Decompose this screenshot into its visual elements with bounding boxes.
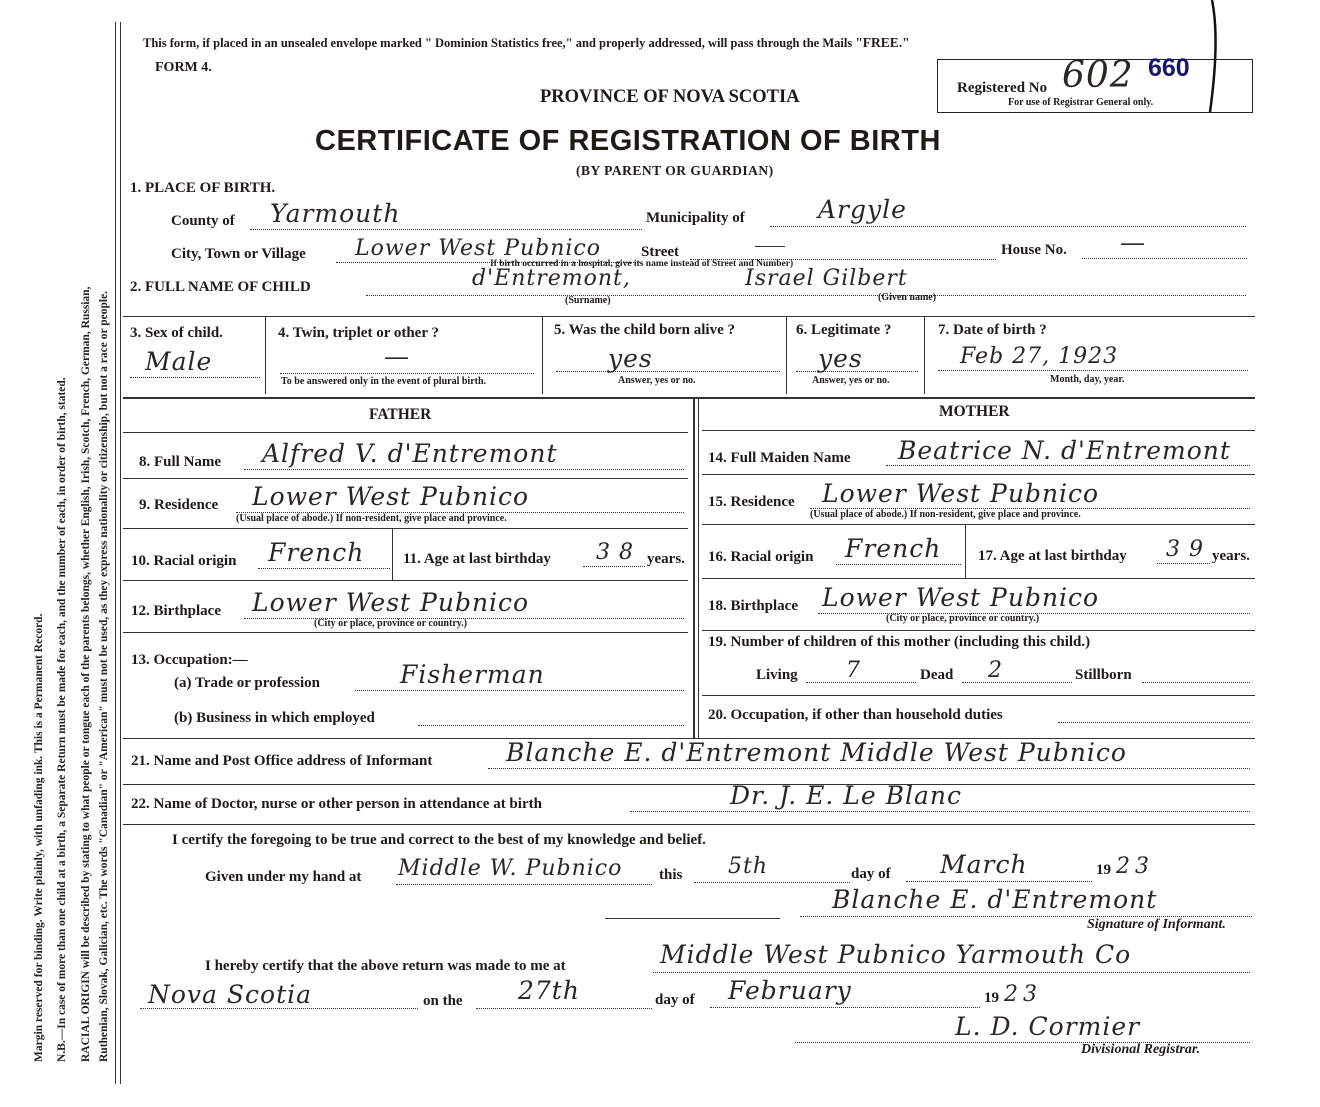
mother-age-line bbox=[1157, 563, 1210, 564]
father-trade-value: Fisherman bbox=[400, 660, 545, 689]
form-number: FORM 4. bbox=[155, 60, 212, 75]
cert-year-prefix: 19 bbox=[1096, 862, 1111, 878]
doctor-line bbox=[630, 811, 1250, 812]
mother-years-label: years. bbox=[1212, 548, 1250, 564]
father-race-line bbox=[258, 568, 390, 569]
father-birthplace-label: 12. Birthplace bbox=[131, 603, 221, 619]
dead-value: 2 bbox=[988, 658, 1003, 683]
child-given-name: Israel Gilbert bbox=[745, 266, 908, 291]
registrar-place-value: Middle West Pubnico Yarmouth Co bbox=[660, 940, 1132, 969]
father-name-line bbox=[244, 469, 684, 470]
given-caption: (Given name) bbox=[878, 292, 937, 303]
mother-birthplace-value: Lower West Pubnico bbox=[822, 583, 1100, 612]
father-race-value: French bbox=[268, 538, 365, 567]
place-of-birth-label: 1. PLACE OF BIRTH. bbox=[130, 180, 276, 196]
house-value: — bbox=[1120, 228, 1146, 257]
living-line bbox=[806, 682, 916, 683]
municipality-line bbox=[770, 226, 1246, 227]
mother-name-label: 14. Full Maiden Name bbox=[708, 450, 851, 466]
father-age-label: 11. Age at last birthday bbox=[403, 551, 551, 567]
city-value: Lower West Pubnico bbox=[355, 236, 602, 261]
mail-notice: This form, if placed in an unsealed envelope marked " Dominion Statistics free," and properly addressed, will pass through the Mails "FREE." bbox=[143, 35, 910, 50]
father-race-label: 10. Racial origin bbox=[131, 553, 237, 569]
row3-top-rule bbox=[123, 316, 1255, 317]
father-trade-label: (a) Trade or profession bbox=[174, 675, 320, 691]
mother-birthplace-label: 18. Birthplace bbox=[708, 598, 798, 614]
mother-race-label: 16. Racial origin bbox=[708, 549, 814, 565]
twin-line bbox=[280, 373, 534, 374]
mother-children-label: 19. Number of children of this mother (including this child.) bbox=[708, 634, 1091, 650]
given-place-value: Middle W. Pubnico bbox=[398, 856, 623, 881]
alive-value: yes bbox=[608, 344, 653, 373]
row-rule bbox=[123, 824, 1255, 825]
row-rule bbox=[702, 630, 1255, 631]
mother-age-label: 17. Age at last birthday bbox=[978, 548, 1127, 564]
alive-line bbox=[556, 371, 780, 372]
municipality-value: Argyle bbox=[818, 195, 907, 224]
province-title: PROVINCE OF NOVA SCOTIA bbox=[540, 87, 800, 107]
living-label: Living bbox=[756, 667, 798, 683]
row-rule bbox=[702, 524, 1255, 525]
margin-note-3: RACIAL ORIGIN will be described by stating to what people or tongue each of the parents belongs, whether English, Irish, Scotch, French, German, Russian, bbox=[80, 286, 92, 1062]
father-business-label: (b) Business in which employed bbox=[174, 710, 375, 726]
legitimate-label: 6. Legitimate ? bbox=[796, 322, 892, 338]
mother-heading: MOTHER bbox=[939, 403, 1010, 420]
living-value: 7 bbox=[846, 658, 861, 683]
child-name-line bbox=[366, 295, 1246, 296]
stillborn-label: Stillborn bbox=[1075, 667, 1132, 683]
mother-age-value: 39 bbox=[1166, 537, 1212, 562]
twin-value: — bbox=[384, 342, 410, 371]
certificate-title: CERTIFICATE OF REGISTRATION OF BIRTH bbox=[315, 125, 941, 157]
mother-name-value: Beatrice N. d'Entremont bbox=[898, 436, 1231, 465]
alive-label: 5. Was the child born alive ? bbox=[554, 322, 735, 338]
house-label: House No. bbox=[1001, 242, 1067, 258]
city-label: City, Town or Village bbox=[171, 246, 306, 262]
cert-day-value: 5th bbox=[728, 854, 769, 879]
registered-label: Registered No bbox=[957, 80, 1048, 96]
stillborn-line bbox=[1142, 682, 1250, 683]
doctor-label: 22. Name of Doctor, nurse or other person in attendance at birth bbox=[131, 796, 542, 812]
row-rule bbox=[702, 695, 1255, 696]
cert-year-value: 23 bbox=[1116, 854, 1154, 879]
center-divider bbox=[698, 398, 699, 738]
this-label: this bbox=[659, 867, 683, 883]
registrar-signature: L. D. Cormier bbox=[955, 1012, 1141, 1041]
father-residence-note: (Usual place of abode.) If non-resident, give place and province. bbox=[236, 513, 507, 524]
margin-note-2: N.B.—In case of more than one child at a birth, a Separate Return must be made for each, and the number of each, in order of birth, stated. bbox=[56, 377, 68, 1062]
informant-line bbox=[488, 768, 1250, 769]
mother-residence-value: Lower West Pubnico bbox=[822, 479, 1100, 508]
twin-note: To be answered only in the event of plural birth. bbox=[281, 376, 487, 387]
given-place-line bbox=[396, 884, 652, 885]
row-rule bbox=[123, 784, 1255, 785]
registrar-month-value: February bbox=[728, 976, 852, 1005]
age-divider bbox=[965, 524, 966, 578]
mother-race-value: French bbox=[845, 534, 942, 563]
municipality-label: Municipality of bbox=[646, 210, 745, 226]
house-line bbox=[1082, 258, 1247, 259]
margin-note-1: Margin reserved for binding. Write plainly, with unfading ink. This is a Permanent Record. bbox=[33, 613, 45, 1062]
cert-month-value: March bbox=[940, 850, 1028, 879]
cert-day-of-label: day of bbox=[851, 866, 891, 882]
margin-note-4: Ruthenian, Slovak, Galician, etc. The words "Canadian" or "American" must not be used, as they express nationality or citizenship, but not a race or people. bbox=[98, 290, 110, 1062]
margin-rule bbox=[115, 22, 116, 1084]
county-line bbox=[250, 229, 642, 230]
mother-birthplace-note: (City or place, province or country.) bbox=[886, 613, 1040, 624]
father-age-line bbox=[583, 566, 645, 567]
row3-divider bbox=[786, 316, 787, 394]
father-name-label: 8. Full Name bbox=[139, 454, 222, 470]
county-label: County of bbox=[171, 213, 235, 229]
margin-rule bbox=[120, 22, 121, 1084]
registered-stamp: 660 bbox=[1148, 54, 1190, 82]
registrar-place2-value: Nova Scotia bbox=[148, 980, 313, 1009]
legitimate-value: yes bbox=[818, 344, 863, 373]
informant-value: Blanche E. d'Entremont Middle West Pubnico bbox=[506, 738, 1127, 767]
row-rule bbox=[123, 432, 688, 433]
registered-number-handwritten: 602 bbox=[1062, 55, 1134, 96]
father-residence-label: 9. Residence bbox=[139, 497, 219, 513]
doctor-value: Dr. J. E. Le Blanc bbox=[730, 781, 962, 810]
registrar-day-value: 27th bbox=[518, 976, 580, 1005]
certify-statement: I certify the foregoing to be true and correct to the best of my knowledge and belief. bbox=[172, 832, 706, 848]
informant-signature-caption: Signature of Informant. bbox=[1087, 917, 1226, 932]
registrar-statement: I hereby certify that the above return was made to me at bbox=[205, 958, 566, 974]
registrar-day-of-label: day of bbox=[655, 992, 695, 1008]
father-business-line bbox=[418, 725, 684, 726]
informant-label: 21. Name and Post Office address of Informant bbox=[131, 753, 433, 769]
center-divider bbox=[693, 398, 695, 738]
hospital-note: If birth occurred in a hospital, give its name instead of Street and Number) bbox=[490, 259, 794, 269]
sex-label: 3. Sex of child. bbox=[130, 325, 223, 341]
alive-note: Answer, yes or no. bbox=[618, 375, 696, 386]
mother-occupation-line bbox=[1058, 722, 1250, 723]
county-value: Yarmouth bbox=[270, 199, 401, 228]
street-dash bbox=[755, 246, 785, 247]
registrar-signature-caption: Divisional Registrar. bbox=[1081, 1042, 1201, 1057]
given-under-label: Given under my hand at bbox=[205, 869, 362, 885]
sex-value: Male bbox=[145, 347, 213, 376]
dob-line bbox=[938, 370, 1248, 371]
mother-residence-label: 15. Residence bbox=[708, 494, 795, 510]
father-age-value: 38 bbox=[596, 540, 642, 565]
registered-note: For use of Registrar General only. bbox=[1008, 97, 1154, 108]
registrar-year-value: 23 bbox=[1004, 982, 1042, 1007]
father-heading: FATHER bbox=[369, 406, 432, 423]
row-rule bbox=[702, 430, 1255, 431]
mother-name-line bbox=[886, 465, 1250, 466]
dead-line bbox=[962, 682, 1072, 683]
dob-note: Month, day, year. bbox=[1050, 374, 1125, 385]
row-rule bbox=[123, 528, 688, 529]
registrar-place-line bbox=[653, 972, 1250, 973]
father-trade-line bbox=[355, 690, 684, 691]
child-surname: d'Entremont, bbox=[472, 266, 631, 291]
registrar-day-line bbox=[476, 1008, 652, 1009]
certificate-subtitle: (BY PARENT OR GUARDIAN) bbox=[576, 163, 774, 178]
father-birthplace-value: Lower West Pubnico bbox=[252, 588, 530, 617]
age-divider bbox=[392, 528, 393, 580]
sex-line bbox=[130, 377, 260, 378]
registrar-year-prefix: 19 bbox=[984, 990, 999, 1006]
row-rule bbox=[702, 578, 1255, 579]
row-rule bbox=[123, 632, 688, 633]
dob-value: Feb 27, 1923 bbox=[960, 344, 1119, 369]
father-birthplace-note: (City or place, province or country.) bbox=[314, 618, 468, 629]
father-name-value: Alfred V. d'Entremont bbox=[262, 439, 558, 468]
registrar-on-label: on the bbox=[423, 993, 463, 1009]
legitimate-note: Answer, yes or no. bbox=[812, 375, 890, 386]
informant-signature: Blanche E. d'Entremont bbox=[832, 885, 1158, 914]
row3-divider bbox=[924, 316, 925, 394]
row-rule bbox=[123, 478, 688, 479]
street-label: Street bbox=[641, 244, 680, 260]
cert-month-line bbox=[906, 881, 1092, 882]
father-years-label: years. bbox=[647, 551, 685, 567]
left-signature-line bbox=[605, 918, 780, 919]
twin-label: 4. Twin, triplet or other ? bbox=[278, 325, 439, 341]
mother-occupation-label: 20. Occupation, if other than household duties bbox=[708, 707, 1003, 723]
father-residence-value: Lower West Pubnico bbox=[252, 482, 530, 511]
row3-divider bbox=[265, 316, 266, 394]
row3-bottom-rule bbox=[123, 397, 1255, 399]
father-occupation-label: 13. Occupation:— bbox=[131, 652, 248, 668]
dob-label: 7. Date of birth ? bbox=[938, 322, 1047, 338]
row-rule bbox=[702, 474, 1255, 475]
child-name-label: 2. FULL NAME OF CHILD bbox=[130, 279, 311, 295]
surname-caption: (Surname) bbox=[565, 295, 611, 306]
dead-label: Dead bbox=[920, 667, 954, 683]
registrar-month-line bbox=[710, 1007, 980, 1008]
mother-residence-note: (Usual place of abode.) If non-resident, give place and province. bbox=[810, 509, 1081, 520]
row3-divider bbox=[542, 316, 543, 394]
cert-day-line bbox=[694, 882, 850, 883]
mother-race-line bbox=[836, 564, 961, 565]
row-rule bbox=[123, 580, 688, 581]
